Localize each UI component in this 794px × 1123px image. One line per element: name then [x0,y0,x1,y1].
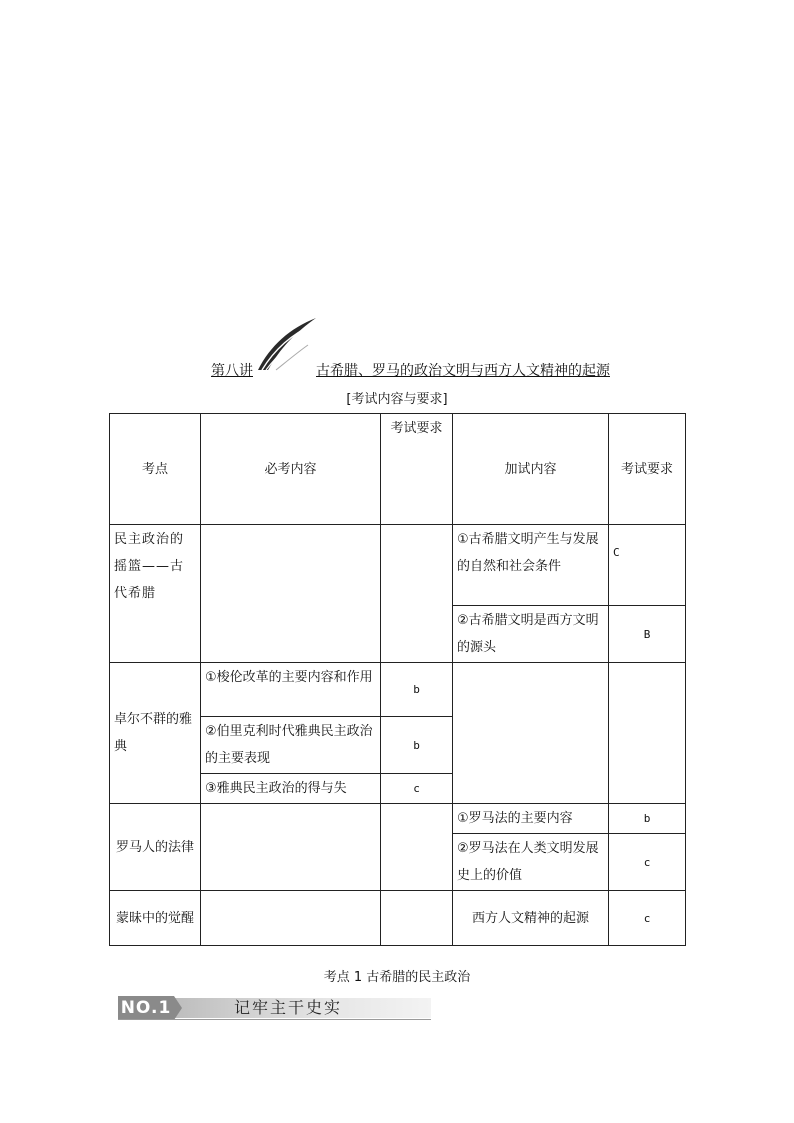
banner-title: 记牢主干史实 [234,998,343,1017]
no1-badge: NO.1 [118,996,174,1020]
empty-cell [201,525,381,663]
topic-cell: 蒙昧中的觉醒 [110,891,201,946]
required-content-cell: ①梭伦改革的主要内容和作用 [201,663,381,717]
extra-content-cell: ②罗马法在人类文明发展史上的价值 [453,834,609,891]
level-cell: C [609,525,686,606]
empty-cell [381,804,453,891]
level-cell: b [381,663,453,717]
level-cell: c [381,774,453,804]
level-cell: b [609,804,686,834]
empty-cell [201,804,381,891]
header-exam-requirement: 考试要求 [381,414,453,525]
lecture-number: 第八讲 [211,363,253,379]
header-extra-content: 加试内容 [453,414,609,525]
empty-cell [453,663,609,804]
level-cell: b [381,717,453,774]
extra-content-cell: ①罗马法的主要内容 [453,804,609,834]
topic-cell: 罗马人的法律 [110,804,201,891]
topic-cell: 民主政治的摇篮——古代希腊 [110,525,201,663]
section-heading: 考点 1 古希腊的民主政治 [323,970,471,985]
swoosh-logo-icon [256,316,318,372]
banner-underline [118,1019,431,1020]
empty-cell [381,891,453,946]
required-content-cell: ②伯里克利时代雅典民主政治的主要表现 [201,717,381,774]
empty-cell [201,891,381,946]
header-exam-requirement-2: 考试要求 [609,414,686,525]
requirements-heading: [考试内容与要求] [346,392,448,407]
level-cell: B [609,606,686,663]
topic-cell: 卓尔不群的雅典 [110,663,201,804]
level-cell: c [609,891,686,946]
extra-content-cell: ①古希腊文明产生与发展的自然和社会条件 [453,525,609,606]
header-kaodian: 考点 [110,414,201,525]
empty-cell [609,663,686,804]
header-required-content: 必考内容 [201,414,381,525]
empty-cell [381,525,453,663]
extra-content-cell: 西方人文精神的起源 [453,891,609,946]
requirements-table [109,413,686,946]
section-banner [118,996,431,1020]
extra-content-cell: ②古希腊文明是西方文明的源头 [453,606,609,663]
required-content-cell: ③雅典民主政治的得与失 [201,774,381,804]
level-cell: c [609,834,686,891]
lecture-title: 古希腊、罗马的政治文明与西方人文精神的起源 [316,363,610,379]
